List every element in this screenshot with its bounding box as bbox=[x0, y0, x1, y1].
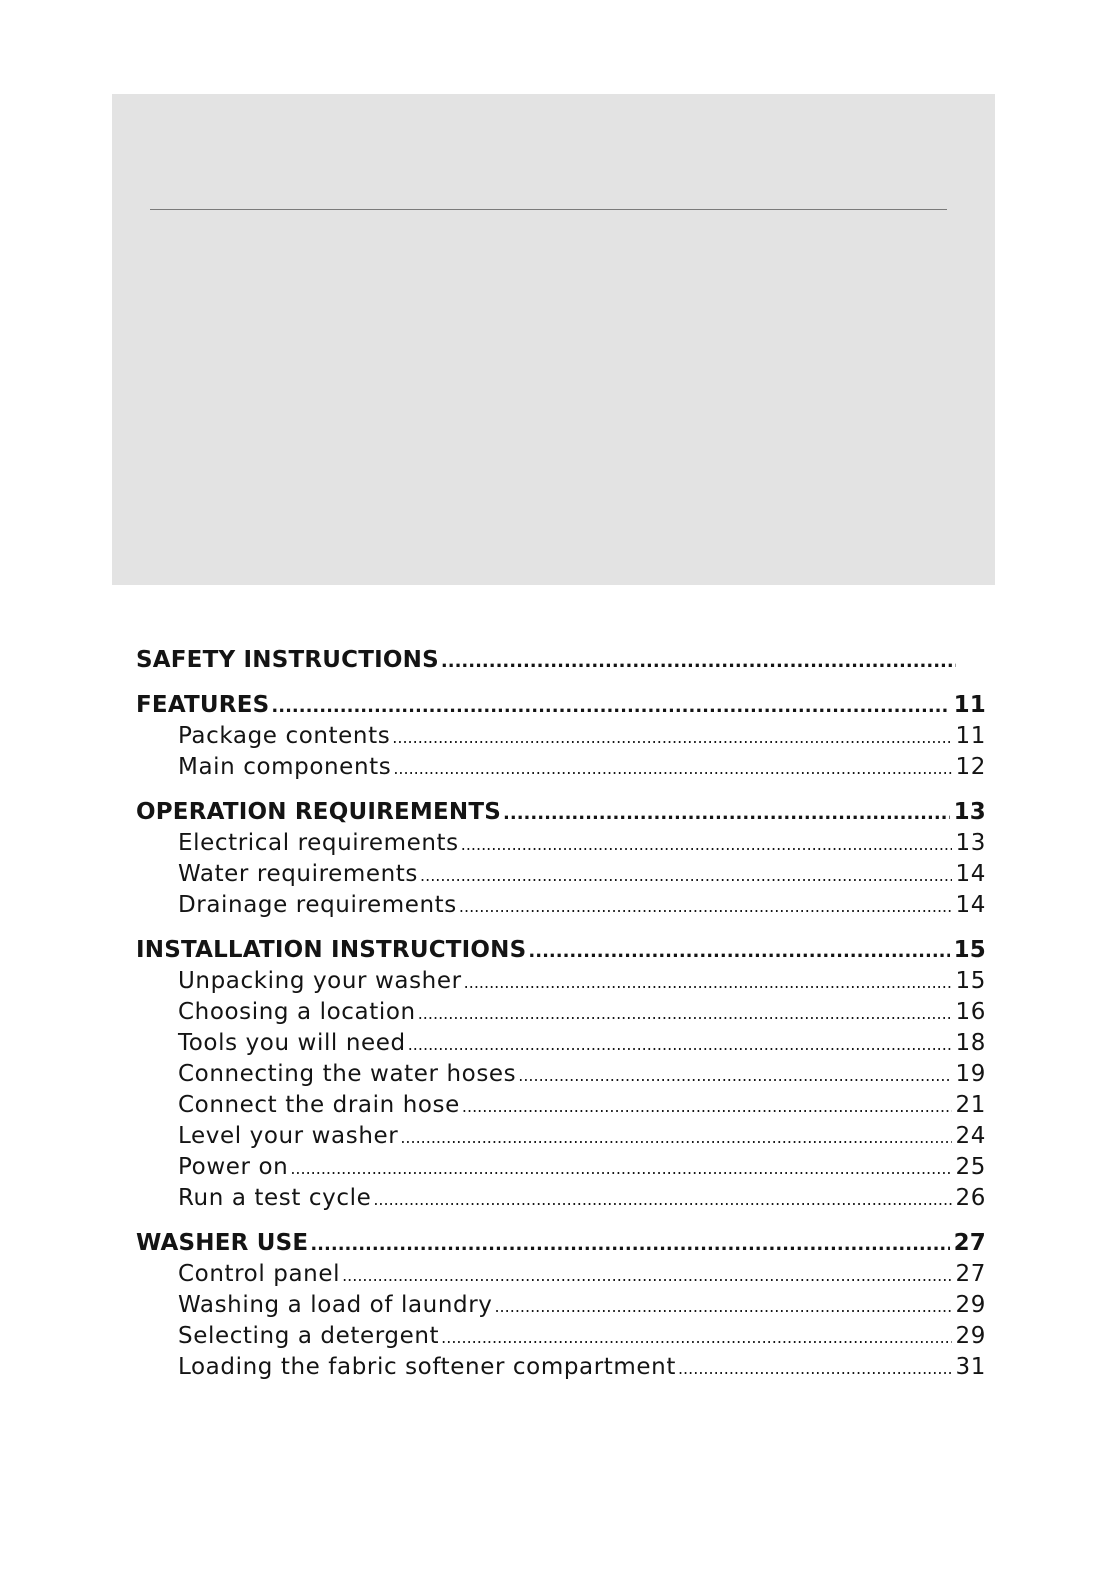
toc-item-label: Washing a load of laundry bbox=[178, 1292, 493, 1318]
toc-page-number: 15 bbox=[953, 937, 986, 963]
dot-leader bbox=[503, 798, 950, 830]
toc-page-number: 26 bbox=[955, 1185, 986, 1211]
dot-leader bbox=[290, 1153, 951, 1184]
header-divider bbox=[150, 209, 947, 210]
toc-item-label: Choosing a location bbox=[178, 999, 416, 1025]
toc-page-number: 18 bbox=[955, 1030, 986, 1056]
toc-subentry[interactable] bbox=[136, 1152, 986, 1183]
dot-leader bbox=[418, 998, 952, 1029]
toc-page-number: 25 bbox=[955, 1154, 986, 1180]
dot-leader bbox=[518, 1060, 951, 1091]
toc-page-number: 27 bbox=[953, 1230, 986, 1256]
toc-page-number: 13 bbox=[955, 830, 986, 856]
toc-section-title: SAFETY INSTRUCTIONS bbox=[136, 647, 439, 673]
toc-subentry[interactable] bbox=[136, 1121, 986, 1152]
toc-section-title: WASHER USE bbox=[136, 1230, 309, 1256]
toc-item-label: Electrical requirements bbox=[178, 830, 459, 856]
toc-section-washer-use bbox=[136, 1227, 986, 1383]
toc-subentry[interactable] bbox=[136, 1290, 986, 1321]
toc-subentry[interactable] bbox=[136, 1321, 986, 1352]
dot-leader bbox=[342, 1260, 951, 1291]
dot-leader bbox=[393, 753, 951, 784]
toc-item-label: Water requirements bbox=[178, 861, 419, 887]
toc-subentry[interactable] bbox=[136, 890, 986, 921]
toc-entry[interactable] bbox=[136, 796, 986, 828]
toc-page-number: 21 bbox=[955, 1092, 986, 1118]
toc-item-label: Run a test cycle bbox=[178, 1185, 372, 1211]
toc-subentry[interactable] bbox=[136, 1090, 986, 1121]
toc-entry[interactable] bbox=[136, 689, 986, 721]
toc-subentry[interactable] bbox=[136, 1183, 986, 1214]
toc-section-operation-requirements bbox=[136, 796, 986, 921]
toc-item-label: Selecting a detergent bbox=[178, 1323, 440, 1349]
toc-page-number: 24 bbox=[955, 1123, 986, 1149]
dot-leader bbox=[441, 646, 956, 678]
toc-item-label: Control panel bbox=[178, 1261, 341, 1287]
toc-subentry[interactable] bbox=[136, 997, 986, 1028]
dot-leader bbox=[408, 1029, 952, 1060]
dot-leader bbox=[400, 1122, 951, 1153]
toc-section-features bbox=[136, 689, 986, 783]
dot-leader bbox=[420, 860, 952, 891]
dot-leader bbox=[441, 1322, 951, 1353]
toc-subentry[interactable] bbox=[136, 966, 986, 997]
toc-item-label: Loading the fabric softener compartment bbox=[178, 1354, 676, 1380]
toc-page-number: 27 bbox=[955, 1261, 986, 1287]
toc-page-number: 15 bbox=[955, 968, 986, 994]
toc-item-label: Unpacking your washer bbox=[178, 968, 462, 994]
dot-leader bbox=[462, 1091, 952, 1122]
toc-item-label: Package contents bbox=[178, 723, 391, 749]
toc-section-title: OPERATION REQUIREMENTS bbox=[136, 799, 502, 825]
toc-item-label: Connecting the water hoses bbox=[178, 1061, 517, 1087]
toc-page-number: 29 bbox=[955, 1292, 986, 1318]
dot-leader bbox=[310, 1229, 949, 1261]
toc-subentry[interactable] bbox=[136, 752, 986, 783]
toc-page-number: 16 bbox=[955, 999, 986, 1025]
dot-leader bbox=[461, 829, 952, 860]
toc-page-number: 11 bbox=[953, 692, 986, 718]
dot-leader bbox=[459, 891, 952, 922]
dot-leader bbox=[392, 722, 951, 753]
dot-leader bbox=[494, 1291, 951, 1322]
toc-subentry[interactable] bbox=[136, 1259, 986, 1290]
toc-item-label: Tools you will need bbox=[178, 1030, 406, 1056]
toc-entry[interactable] bbox=[136, 934, 986, 966]
toc-subentry[interactable] bbox=[136, 828, 986, 859]
toc-item-label: Power on bbox=[178, 1154, 289, 1180]
toc-subentry[interactable] bbox=[136, 721, 986, 752]
toc-item-label: Main components bbox=[178, 754, 392, 780]
toc-page-number: 14 bbox=[955, 892, 986, 918]
toc-section-title: FEATURES bbox=[136, 692, 270, 718]
toc-subentry[interactable] bbox=[136, 1352, 986, 1383]
toc-page-number: 13 bbox=[953, 799, 986, 825]
dot-leader bbox=[678, 1353, 952, 1384]
toc-subentry[interactable] bbox=[136, 1028, 986, 1059]
toc-section-installation-instructions bbox=[136, 934, 986, 1214]
toc-page-number: 31 bbox=[955, 1354, 986, 1380]
toc-section-safety bbox=[136, 644, 986, 676]
toc-entry[interactable] bbox=[136, 644, 986, 676]
toc-page-number: 12 bbox=[955, 754, 986, 780]
toc-item-label: Connect the drain hose bbox=[178, 1092, 460, 1118]
table-of-contents bbox=[136, 644, 986, 1396]
toc-item-label: Drainage requirements bbox=[178, 892, 457, 918]
toc-section-title: INSTALLATION INSTRUCTIONS bbox=[136, 937, 527, 963]
header-panel bbox=[112, 94, 995, 585]
dot-leader bbox=[528, 936, 949, 968]
toc-page-number: 29 bbox=[955, 1323, 986, 1349]
toc-entry[interactable] bbox=[136, 1227, 986, 1259]
dot-leader bbox=[373, 1184, 951, 1215]
toc-page-number: 11 bbox=[955, 723, 986, 749]
toc-item-label: Level your washer bbox=[178, 1123, 399, 1149]
dot-leader bbox=[271, 691, 949, 723]
toc-page-number: 19 bbox=[955, 1061, 986, 1087]
toc-page-number: 14 bbox=[955, 861, 986, 887]
toc-subentry[interactable] bbox=[136, 859, 986, 890]
toc-subentry[interactable] bbox=[136, 1059, 986, 1090]
dot-leader bbox=[464, 967, 952, 998]
